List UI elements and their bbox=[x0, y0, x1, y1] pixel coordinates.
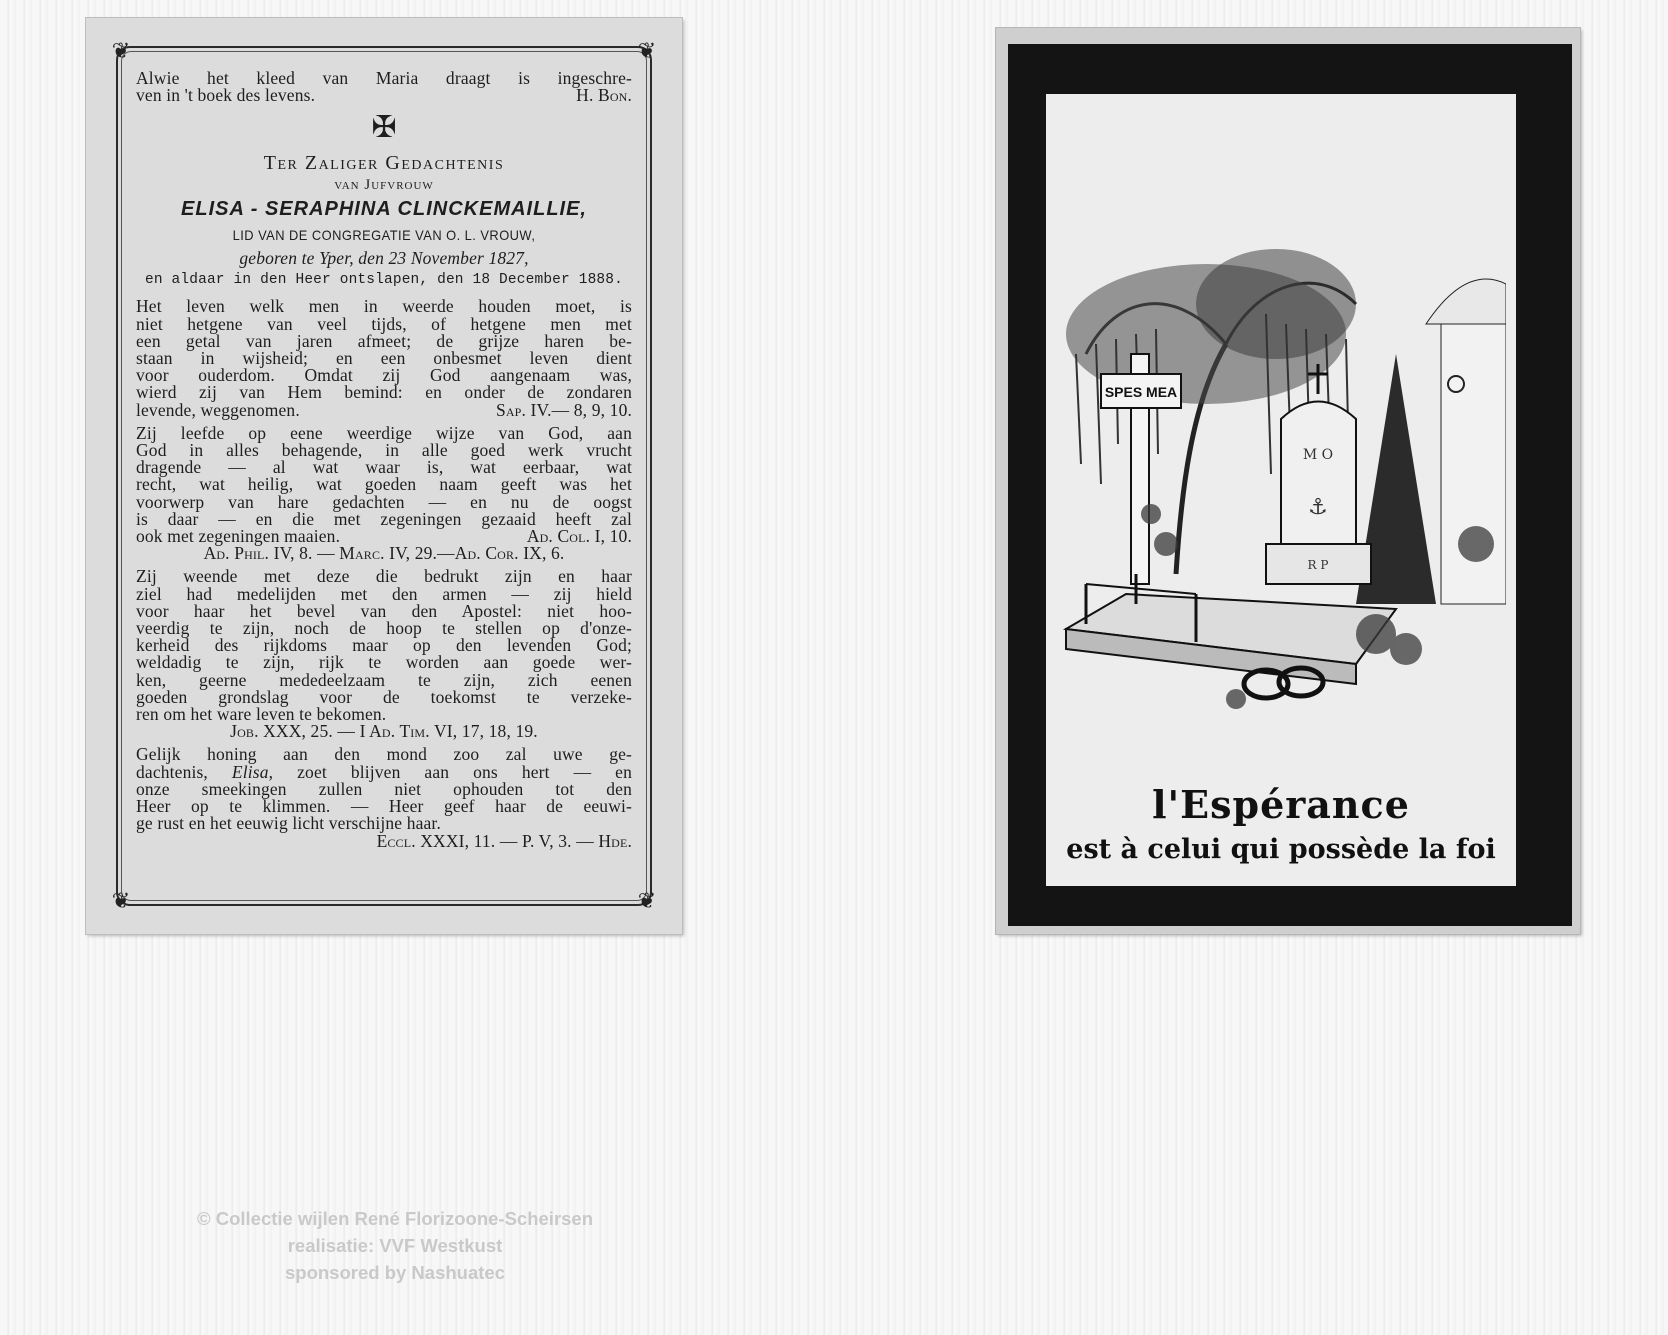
base-letters: R P bbox=[1307, 558, 1329, 572]
membership-line: LID VAN DE CONGREGATIE VAN O. L. VROUW, bbox=[232, 227, 536, 244]
corner-ornament-icon: ❦ bbox=[111, 38, 131, 63]
text-line: een getal van jaren afmeet; de grijze haren be- bbox=[136, 330, 632, 351]
motto-reference: H. Bon. bbox=[576, 85, 632, 106]
headstone-icon bbox=[1266, 364, 1371, 584]
text-line: levende, weggenomen. bbox=[136, 399, 300, 420]
collection-watermark bbox=[150, 1205, 640, 1286]
text-line: ook met zegeningen maaien. bbox=[136, 526, 341, 547]
text-line: Zij leefde op eene weerdige wijze van God, aan bbox=[136, 422, 632, 443]
text-line: recht, wat heilig, wat goeden naam geeft was het bbox=[136, 474, 632, 495]
text-line: wierd zij van Hem bemind: en onder de zondaren bbox=[136, 382, 632, 403]
death-line: en aldaar in den Heer ontslapen, den 18 December 1888. bbox=[145, 272, 623, 289]
text-line: dragende — al wat waar is, wat eerbaar, wat bbox=[136, 457, 632, 478]
corner-ornament-icon: ❦ bbox=[637, 888, 657, 913]
text-line: goeden grondslag voor de toekomst te verzeke- bbox=[136, 686, 632, 707]
text-line: ren om het ware leven te bekomen. bbox=[136, 704, 387, 725]
watermark-line: sponsored by Nashuatec bbox=[284, 1262, 505, 1283]
text-line: onze smeekingen zullen niet ophouden tot den bbox=[136, 778, 632, 799]
scripture-reference: Sap. IV.— 8, 9, 10. bbox=[495, 399, 632, 420]
text-line: voor ouderdom. Omdat zij God aangenaam was, bbox=[136, 365, 632, 386]
text-line: kerheid des rijkdoms maar op den levenden God; bbox=[136, 635, 632, 656]
svg-text:⚓: ⚓ bbox=[1308, 495, 1328, 520]
watermark-line: © Collectie wijlen René Florizoone-Scheirsen bbox=[196, 1208, 594, 1229]
text-line: ziel had medelijden met den armen — zij hield bbox=[136, 583, 632, 604]
name-emphasis: Elisa bbox=[231, 761, 269, 782]
text-fragment: , zoet blijven aan ons hert — en bbox=[268, 761, 632, 782]
text-line: niet hetgene van veel tijds, of hetgene men met bbox=[136, 313, 632, 334]
scripture-reference: Eccl. XXXI, 11. — P. V, 3. — Hde. bbox=[376, 830, 632, 851]
text-line: God in alles behagende, in alle goed werk vrucht bbox=[136, 440, 632, 461]
text-row bbox=[136, 399, 632, 420]
text-fragment: dachtenis, bbox=[136, 761, 232, 782]
memorial-card-text-side bbox=[86, 18, 682, 934]
birth-line: geboren te Yper, den 23 November 1827, bbox=[239, 248, 529, 269]
text-line: voorwerp van hare gedachten — en nu de oogst bbox=[136, 491, 632, 512]
text-line: staan in wijsheid; en een onbesmet leven dient bbox=[136, 348, 632, 369]
motto-line: ven in 't boek des levens. bbox=[136, 85, 316, 106]
text-line: veerdig te zijn, noch de hoop te stellen op d'onze- bbox=[136, 618, 632, 639]
text-line: ken, geerne mededeelzaam te zijn, zich eenen bbox=[136, 669, 632, 690]
text-line: Gelijk honing aan den mond zoo zal uwe ge- bbox=[136, 744, 632, 765]
cemetery-illustration bbox=[1056, 244, 1506, 714]
scripture-reference: Job. XXX, 25. — I Ad. Tim. VI, 17, 18, 19. bbox=[230, 721, 538, 742]
corner-ornament-icon: ❦ bbox=[637, 38, 657, 63]
text-line: ge rust en het eeuwig licht verschijne haar. bbox=[136, 813, 441, 834]
card-text bbox=[136, 70, 632, 850]
grave-slab-icon bbox=[1066, 574, 1396, 684]
illustration-panel bbox=[1046, 94, 1516, 886]
text-line: is daar — en die met zegeningen gezaaid heeft zal bbox=[136, 508, 632, 529]
motto-row bbox=[136, 87, 632, 104]
caption-subtitle: est à celui qui possède la foi bbox=[1066, 834, 1496, 865]
memorial-heading: Ter Zaliger Gedachtenis bbox=[263, 152, 505, 175]
motto-line: Alwie het kleed van Maria draagt is ingeschre- bbox=[136, 68, 632, 88]
caption-title: l'Espérance bbox=[1152, 782, 1410, 827]
plaque-text: SPES MEA bbox=[1104, 384, 1178, 400]
scripture-reference: Ad. Phil. IV, 8. — Marc. IV, 29.—Ad. Cor. IX, 6. bbox=[203, 543, 565, 564]
text-line: Zij weende met deze die bedrukt zijn en haar bbox=[136, 566, 632, 587]
deceased-name: ELISA - SERAPHINA CLINCKEMAILLIE, bbox=[181, 198, 587, 221]
text-line: weldadig te zijn, rijk te worden aan goede wer- bbox=[136, 652, 632, 673]
corner-ornament-icon: ❦ bbox=[111, 888, 131, 913]
memorial-card-image-side bbox=[996, 28, 1580, 934]
scripture-reference: Ad. Col. I, 10. bbox=[526, 526, 632, 547]
title-line: van Jufvrouw bbox=[334, 177, 434, 194]
text-line: Heer op te klimmen. — Heer geef haar de eeuwi- bbox=[136, 796, 632, 817]
text-line: Het leven welk men in weerde houden moet, is bbox=[136, 296, 632, 317]
watermark-line: realisatie: VVF Westkust bbox=[287, 1235, 503, 1256]
cross-icon: ✠ bbox=[371, 110, 397, 146]
text-line: voor haar het bevel van den Apostel: niet hoo- bbox=[136, 600, 632, 621]
monument-letters: M O bbox=[1302, 447, 1334, 463]
